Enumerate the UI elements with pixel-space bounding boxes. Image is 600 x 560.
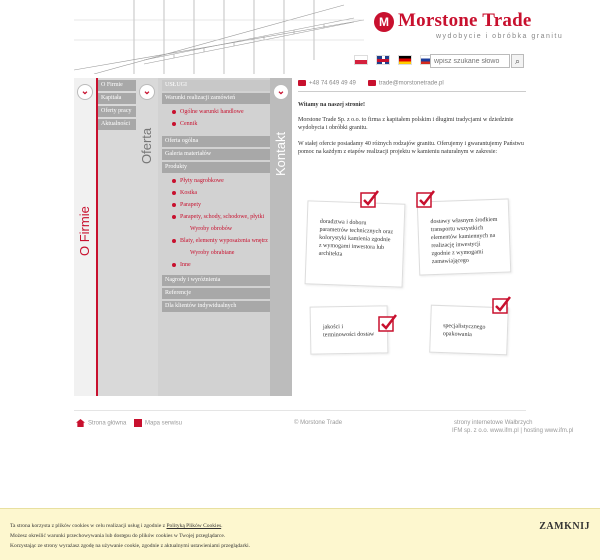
menu-item-produkty[interactable]: Produkty [162,162,270,173]
chevron-down-icon: ⌄ [77,84,93,100]
header [74,0,564,76]
cookie-policy-link[interactable]: Polityką Plików Cookies [166,523,222,529]
menu-item-o-firmie[interactable]: O Firmie [98,80,136,91]
panel-o-firmie [74,78,136,396]
logo-tagline: wydobycie i obróbka granitu [436,33,564,40]
submenu-item-parapety-schody[interactable]: Parapety, schody, schodowe, płytki [162,213,270,221]
menu-item-dla-klientow[interactable]: Dla klientów indywidualnych [162,301,270,312]
welcome-heading: Witamy na naszej stronie! [298,101,365,108]
tab-kontakt[interactable] [270,78,292,396]
checkmark-icon [360,190,380,210]
submenu-item-wyroby-obrobow[interactable]: Wyroby obrobów [190,226,233,232]
footer [74,410,574,440]
submenu-item-blaty[interactable]: Blaty, elementy wyposażenia wnętrz [162,237,270,245]
accordion-nav [74,78,292,396]
feature-card-advice [305,200,406,287]
contact-bar [298,80,526,87]
cookie-line-1: Ta strona korzysta z plików cookies w celu realizacji usług i zgodnie z Polityką Plików Cookies. [10,523,223,529]
footer-copyright: © Morstone Trade [294,420,343,426]
cookie-bar [0,508,600,560]
feature-card-text: jakości i terminowości dostaw [322,324,375,339]
submenu-item-ogolne-warunki[interactable]: Ogólne warunki handlowe [162,108,270,116]
menu-item-warunki[interactable]: Warunki realizacji zamówień [162,93,270,104]
intro-paragraph: Morstone Trade Sp. z o.o. to firma z kapitałem polskim i długimi tradycjami w dziedzinie wydobycia i obróbki granitu. [298,116,514,131]
submenu-item-inne[interactable]: Inne [162,261,270,269]
phone-icon [298,80,306,86]
panel-oferta [136,78,270,396]
footer-home-label: Strona główna [88,420,127,427]
phone-contact[interactable] [298,80,356,87]
tab-oferta-label: Oferta [139,127,154,164]
checkmark-icon [378,314,398,334]
submenu-item-parapety[interactable]: Parapety [162,201,270,209]
sitemap-icon [134,419,142,427]
panel-kontakt [270,78,292,396]
tab-o-firmie-label: O Firmie [77,206,92,256]
cookie-line-3: Korzystając ze strony wyrażasz zgodę na używanie cookie, zgodnie z aktualnymi ustawieniami przeglądarki. [10,543,251,549]
tab-kontakt-label: Kontakt [273,131,288,176]
search-input[interactable] [430,54,510,68]
cookie-line-2: Możesz określić warunki przechowywania lub dostępu do plików cookies w Twojej przeglądarce. [10,533,226,539]
search-box [430,54,524,70]
divider [298,91,526,92]
envelope-icon [368,80,376,86]
search-icon[interactable]: ⌕ [511,54,524,68]
menu-item-galeria[interactable]: Galeria materiałów [162,149,270,160]
tab-o-firmie[interactable] [74,78,96,396]
menu-item-aktualnosci[interactable]: Aktualności [98,119,136,130]
feature-card-text: doradztwa i doboru parametrów technicznych oraz kolorystyki kamienia zgodnie z wymogami inwestora lub architekta [318,218,394,258]
chevron-down-icon: ⌄ [139,84,155,100]
footer-credit-1[interactable]: strony internetowe Wałbrzych [454,420,533,426]
logo[interactable] [374,10,564,42]
email-address: trade@morstonetrade.pl [378,80,444,87]
footer-home-link[interactable] [76,419,126,427]
logo-mark: M [374,12,394,32]
home-icon [76,419,85,427]
feature-card-quality [310,305,389,354]
submenu-item-kostka[interactable]: Kostka [162,189,270,197]
email-contact[interactable] [368,80,444,87]
language-flags [354,55,434,65]
firm-menu [98,80,136,132]
flag-de-icon[interactable] [398,55,412,65]
oferta-menu [162,80,270,314]
submenu-item-wyroby-obrabiane[interactable]: Wyroby obrabiane [190,250,235,256]
tab-oferta[interactable] [136,78,158,396]
menu-item-kapitala[interactable]: Kapitała [98,93,136,104]
submenu-item-plyty-nagrobkowe[interactable]: Płyty nagrobkowe [162,177,270,185]
menu-item-nagrody[interactable]: Nagrody i wyróżnienia [162,275,270,286]
submenu-item-cennik[interactable]: Cennik [162,120,270,128]
footer-credit-2[interactable]: IFM sp. z o.o. www.ifm.pl | hosting www.ifm.pl [452,428,574,434]
offer-paragraph: W stałej ofercie posiadamy 40 różnych rodzajów granitu. Oferujemy i gwarantujemy Państwu pomoc na każdym z etapów realizacji projektu w kamieniu naturalnym w zakresie: [298,140,524,155]
feature-card-text: dostawy własnym środkiem transportu wszystkich elementów kamiennych na realizację inwestycji zgodnie z wymogami zamawiającego [430,216,498,266]
feature-card-text: specjalistycznego opakowania [442,323,486,339]
footer-sitemap-label: Mapa serwisu [145,420,183,427]
checkmark-icon [416,190,436,210]
logo-text: Morstone Trade [398,10,532,31]
cookie-close-button[interactable]: ZAMKNIJ [539,521,590,532]
chevron-down-icon: ⌄ [273,84,289,100]
menu-item-referencje[interactable]: Referencje [162,288,270,299]
checkmark-icon [492,296,512,316]
menu-item-uslugi[interactable]: USŁUGI [162,80,270,91]
menu-item-oferta-ogolna[interactable]: Oferta ogólna [162,136,270,147]
flag-pl-icon[interactable] [354,55,368,65]
cookie-message [10,521,490,551]
flag-en-icon[interactable] [376,55,390,65]
footer-sitemap-link[interactable] [134,419,182,427]
menu-item-oferty-pracy[interactable]: Oferty pracy [98,106,136,117]
header-stairs-image [74,0,364,74]
main-content [298,80,526,164]
phone-number: +48 74 649 49 49 [309,80,356,87]
